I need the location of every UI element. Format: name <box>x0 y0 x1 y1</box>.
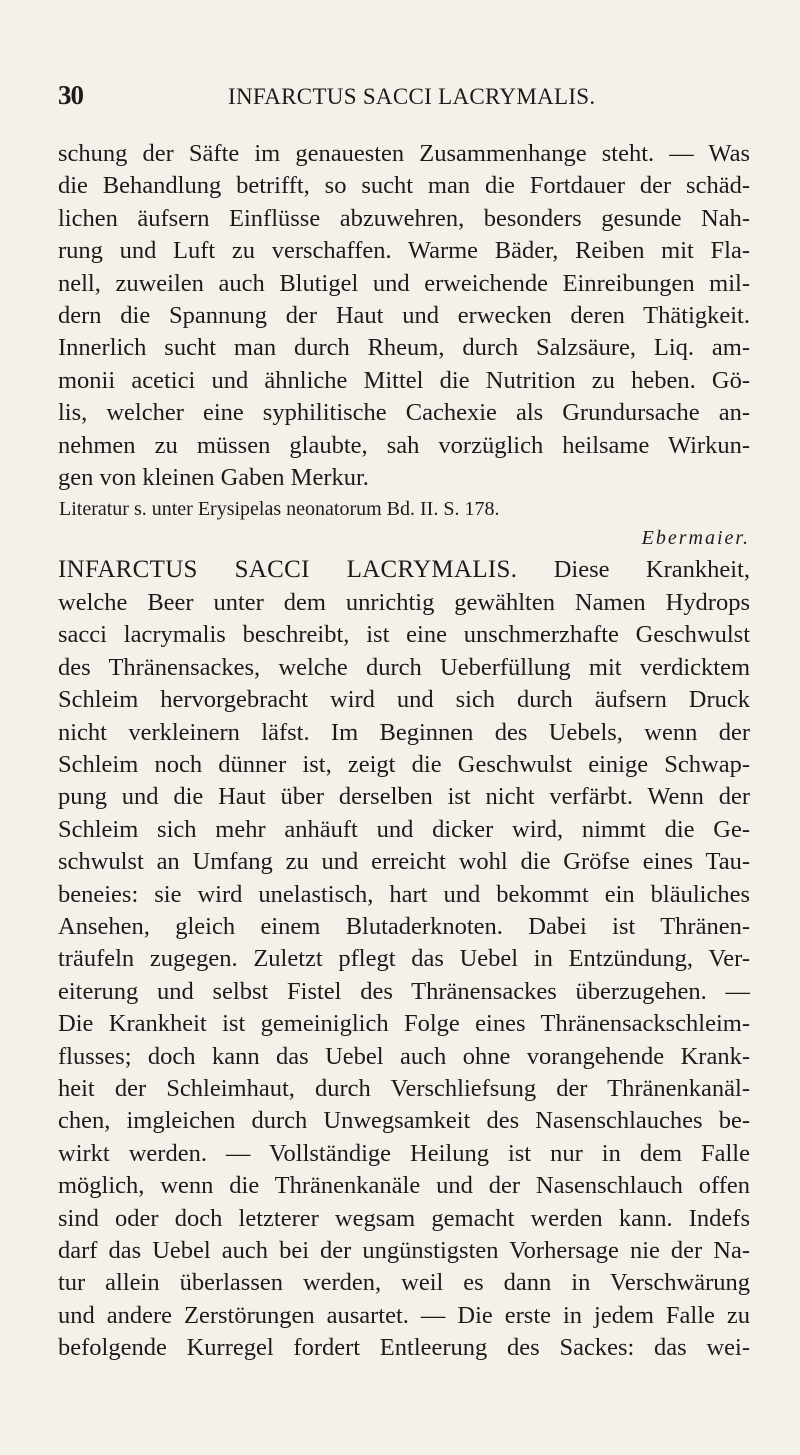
text-line: möglich, wenn die Thränenkanäle und der Nasenschlauch offen <box>58 1172 750 1200</box>
literature-reference: Literatur s. unter Erysipelas neonatorum Bd. II. S. 178. <box>59 498 500 521</box>
text-line: Schleim hervorgebracht wird und sich durch äufsern Druck <box>58 686 750 714</box>
previous-article-text <box>58 138 750 494</box>
text-line: Die Krankheit ist gemeiniglich Folge eines Thränensackschleim- <box>58 1010 750 1038</box>
text-line: dern die Spannung der Haut und erwecken deren Thätigkeit. <box>58 302 750 330</box>
text-line: nehmen zu müssen glaubte, sah vorzüglich heilsame Wirkun- <box>58 431 750 459</box>
text-line: heit der Schleimhaut, durch Verschliefsung der Thränenkanäl- <box>58 1074 750 1102</box>
body-text <box>58 138 750 1365</box>
text-line: und andere Zerstörungen ausartet. — Die erste in jedem Falle zu <box>58 1301 750 1329</box>
text-line: darf das Uebel auch bei der ungünstigsten Vorhersage nie der Na- <box>58 1237 750 1264</box>
text-line: sacci lacrymalis beschreibt, ist eine unschmerzhafte Geschwulst <box>58 621 750 649</box>
text-line: des Thränensackes, welche durch Ueberfüllung mit verdicktem <box>58 653 750 681</box>
article-infarctus <box>58 554 750 1364</box>
text-line: eiterung und selbst Fistel des Thränensackes überzugehen. — <box>58 977 750 1005</box>
text-line: schung der Säfte im genauesten Zusammenhange steht. — Was <box>58 140 750 167</box>
text-line: chen, imgleichen durch Unwegsamkeit des Nasenschlauches be- <box>58 1107 750 1135</box>
text-line: Innerlich sucht man durch Rheum, durch Salzsäure, Liq. am- <box>58 334 750 362</box>
article-title: INFARCTUS SACCI LACRYMALIS. <box>58 556 518 584</box>
text-line: pung und die Haut über derselben ist nicht verfärbt. Wenn der <box>58 783 750 811</box>
text-line: rung und Luft zu verschaffen. Warme Bäder, Reiben mit Fla- <box>58 237 750 265</box>
text-line: beneies: sie wird unelastisch, hart und bekommt ein bläuliches <box>58 880 750 908</box>
page-header <box>58 80 748 112</box>
text-line: nicht verkleinern läfst. Im Beginnen des Uebels, wenn der <box>58 718 750 746</box>
text-line: Schleim noch dünner ist, zeigt die Geschwulst einige Schwap- <box>58 750 750 778</box>
running-head: INFARCTUS SACCI LACRYMALIS. <box>228 84 596 109</box>
text-line: wirkt werden. — Vollständige Heilung ist nur in dem Falle <box>58 1139 750 1167</box>
text-line: Ansehen, gleich einem Blutaderknoten. Dabei ist Thränen- <box>58 912 750 940</box>
text-fragment: Diese Krankheit, <box>553 556 750 584</box>
text-line: die Behandlung betrifft, so sucht man die Fortdauer der schäd- <box>58 172 750 200</box>
author-signature: Ebermaier. <box>641 527 750 550</box>
text-line: sind oder doch letzterer wegsam gemacht werden kann. Indefs <box>58 1204 750 1232</box>
text-line: lis, welcher eine syphilitische Cachexie als Grundursache an- <box>58 399 750 427</box>
text-line: tur allein überlassen werden, weil es dann in Verschwärung <box>58 1269 750 1297</box>
article-first-line <box>58 554 750 586</box>
text-line: flusses; doch kann das Uebel auch ohne vorangehende Krank- <box>58 1042 750 1070</box>
text-line: Schleim sich mehr anhäuft und dicker wird, nimmt die Ge- <box>58 815 750 843</box>
text-line: befolgende Kurregel fordert Entleerung des Sackes: das wei- <box>58 1334 750 1362</box>
text-line: monii acetici und ähnliche Mittel die Nutrition zu heben. Gö- <box>58 366 750 394</box>
text-line: träufeln zugegen. Zuletzt pflegt das Uebel in Entzündung, Ver- <box>58 945 750 973</box>
text-line: schwulst an Umfang zu und erreicht wohl die Gröfse eines Tau- <box>58 848 750 876</box>
text-line: welche Beer unter dem unrichtig gewählten Namen Hydrops <box>58 588 750 616</box>
text-line: gen von kleinen Gaben Merkur. <box>58 464 369 492</box>
page-number: 30 <box>58 80 83 110</box>
text-line: lichen äufsern Einflüsse abzuwehren, besonders gesunde Nah- <box>58 204 750 232</box>
text-line: nell, zuweilen auch Blutigel und erweichende Einreibungen mil- <box>58 269 750 297</box>
